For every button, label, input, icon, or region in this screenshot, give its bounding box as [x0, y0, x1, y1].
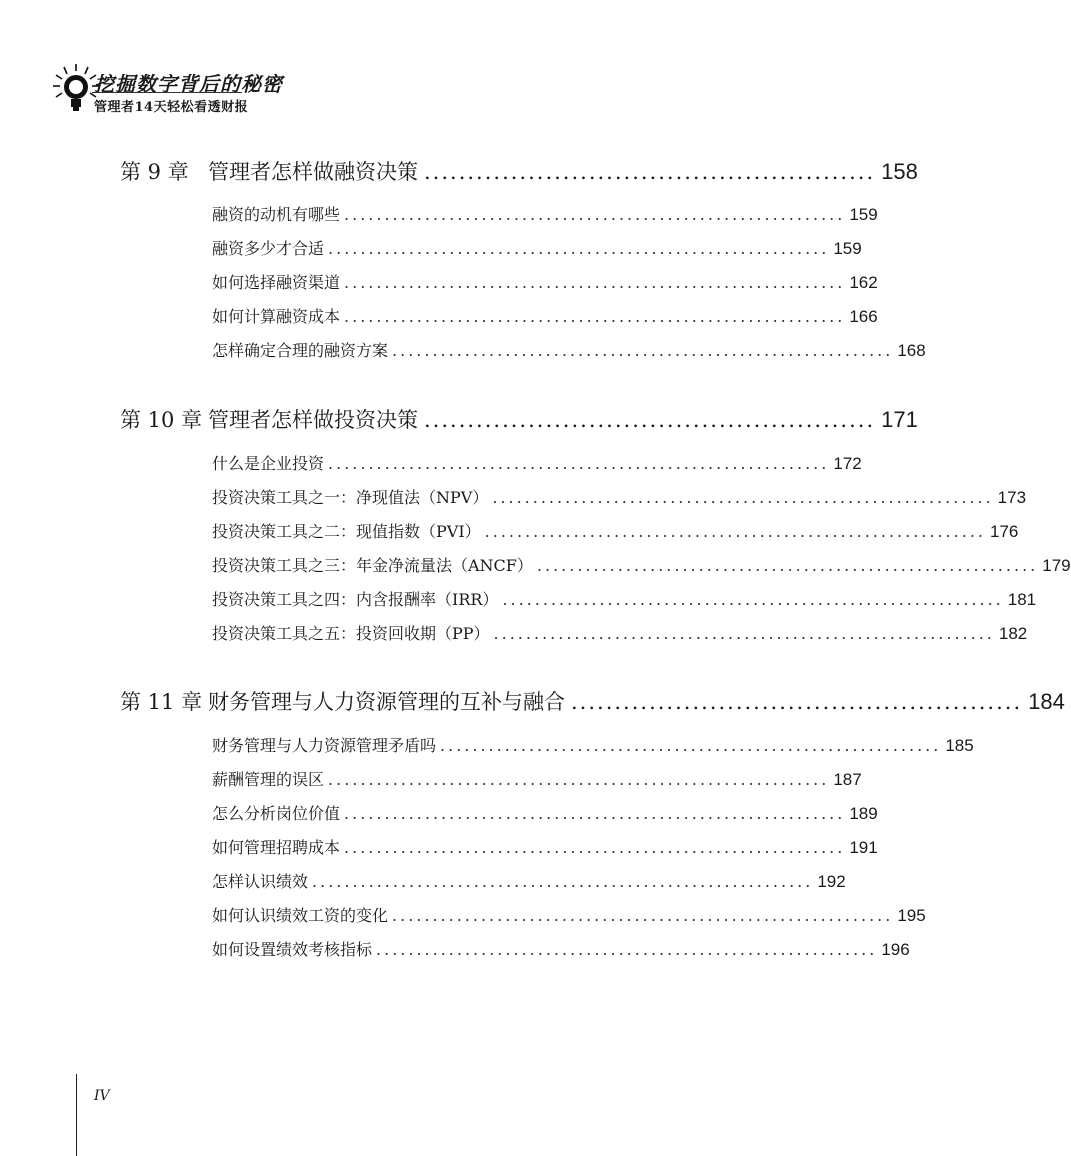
entry-title: 投资决策工具之五：投资回收期（PP） — [212, 624, 490, 643]
toc-entry — [212, 519, 1019, 545]
entry-page: 182 — [998, 624, 1028, 643]
leader-dots: .............................................................. — [492, 488, 994, 507]
toc-entry — [212, 587, 1037, 613]
leader-dots: .............................................................. — [328, 454, 830, 473]
leader-dots: .............................................................. — [536, 556, 1039, 575]
entry-title: 如何设置绩效考核指标 — [212, 940, 373, 959]
chapter-title: 管理者怎样做投资决策 — [208, 408, 418, 432]
toc-entry — [212, 304, 878, 330]
toc-entry — [212, 485, 1027, 511]
toc-entry — [212, 236, 862, 262]
chapter-page: 171 — [881, 407, 918, 432]
entry-page: 168 — [897, 341, 926, 360]
entry-page: 191 — [849, 838, 878, 857]
toc-entry — [212, 733, 974, 759]
chapter-number: 第 10 章 — [120, 408, 203, 432]
chapter-10-heading — [120, 404, 918, 436]
toc-entry — [212, 202, 878, 228]
page-number: IV — [94, 1088, 110, 1104]
entry-title: 怎么分析岗位价值 — [212, 804, 341, 823]
entry-title: 如何认识绩效工资的变化 — [212, 906, 389, 925]
running-header — [52, 62, 352, 122]
chapter-title: 管理者怎样做融资决策 — [208, 160, 418, 184]
leader-dots: .................................................... — [424, 408, 876, 432]
leader-dots: .............................................................. — [344, 205, 846, 224]
leader-dots: .................................................... — [424, 160, 876, 184]
leader-dots: .............................................................. — [392, 341, 894, 360]
entry-page: 173 — [997, 488, 1027, 507]
entry-page: 162 — [849, 273, 878, 292]
entry-page: 166 — [849, 307, 878, 326]
toc-entry — [212, 937, 910, 963]
entry-page: 189 — [849, 804, 878, 823]
entry-title: 怎样认识绩效 — [212, 872, 309, 891]
entry-title: 财务管理与人力资源管理矛盾吗 — [212, 736, 437, 755]
toc-entry — [212, 767, 862, 793]
entry-page: 185 — [945, 736, 974, 755]
toc-entry — [212, 869, 846, 895]
entry-page: 172 — [833, 454, 862, 473]
header-divider — [92, 92, 242, 93]
entry-title: 投资决策工具之二：现值指数（PVI） — [212, 522, 481, 541]
entry-title: 什么是企业投资 — [212, 454, 325, 473]
entry-page: 159 — [833, 239, 862, 258]
toc-entry — [212, 903, 926, 929]
entry-page: 176 — [989, 522, 1019, 541]
entry-page: 159 — [849, 205, 878, 224]
toc-entry — [212, 835, 878, 861]
chapter-page: 158 — [881, 159, 918, 184]
entry-title: 投资决策工具之三：年金净流量法（ANCF） — [212, 556, 533, 575]
chapter-11-heading — [120, 686, 1065, 718]
chapter-number: 第 9 章 — [120, 160, 189, 184]
toc-entry — [212, 338, 926, 364]
leader-dots: .............................................................. — [344, 804, 846, 823]
leader-dots: .............................................................. — [328, 770, 830, 789]
leader-dots: .............................................................. — [344, 273, 846, 292]
entry-page: 179 — [1042, 556, 1071, 575]
leader-dots: .............................................................. — [344, 838, 846, 857]
entry-title: 薪酬管理的误区 — [212, 770, 325, 789]
leader-dots: .............................................................. — [493, 624, 995, 643]
leader-dots: .............................................................. — [376, 940, 878, 959]
leader-dots: .............................................................. — [502, 590, 1004, 609]
toc-entry — [212, 621, 1028, 647]
entry-title: 投资决策工具之一：净现值法（NPV） — [212, 488, 489, 507]
toc-entry — [212, 270, 878, 296]
leader-dots: .............................................................. — [344, 307, 846, 326]
leader-dots: .............................................................. — [312, 872, 814, 891]
chapter-9-heading — [120, 156, 918, 188]
entry-title: 投资决策工具之四：内含报酬率（IRR） — [212, 590, 499, 609]
entry-title: 如何管理招聘成本 — [212, 838, 341, 857]
chapter-title: 财务管理与人力资源管理的互补与融合 — [208, 690, 565, 714]
toc-entry — [212, 451, 862, 477]
entry-title: 如何计算融资成本 — [212, 307, 341, 326]
leader-dots: .............................................................. — [328, 239, 830, 258]
leader-dots: .............................................................. — [392, 906, 894, 925]
entry-title: 怎样确定合理的融资方案 — [212, 341, 389, 360]
entry-page: 195 — [897, 906, 926, 925]
entry-title: 融资的动机有哪些 — [212, 205, 341, 224]
lightbulb-sunburst-icon — [52, 62, 100, 114]
book-subtitle: 管理者14天轻松看透财报 — [94, 100, 249, 115]
margin-rule — [76, 1074, 77, 1156]
leader-dots: .............................................................. — [484, 522, 986, 541]
entry-page: 192 — [817, 872, 846, 891]
leader-dots: .................................................... — [571, 690, 1023, 714]
entry-page: 196 — [881, 940, 910, 959]
entry-title: 如何选择融资渠道 — [212, 273, 341, 292]
leader-dots: .............................................................. — [440, 736, 942, 755]
book-title: 挖掘数字背后的秘密 — [94, 72, 283, 96]
toc-entry — [212, 553, 1071, 579]
entry-page: 181 — [1007, 590, 1037, 609]
chapter-page: 184 — [1028, 689, 1065, 714]
entry-page: 187 — [833, 770, 862, 789]
chapter-number: 第 11 章 — [120, 690, 203, 714]
entry-title: 融资多少才合适 — [212, 239, 325, 258]
toc-entry — [212, 801, 878, 827]
